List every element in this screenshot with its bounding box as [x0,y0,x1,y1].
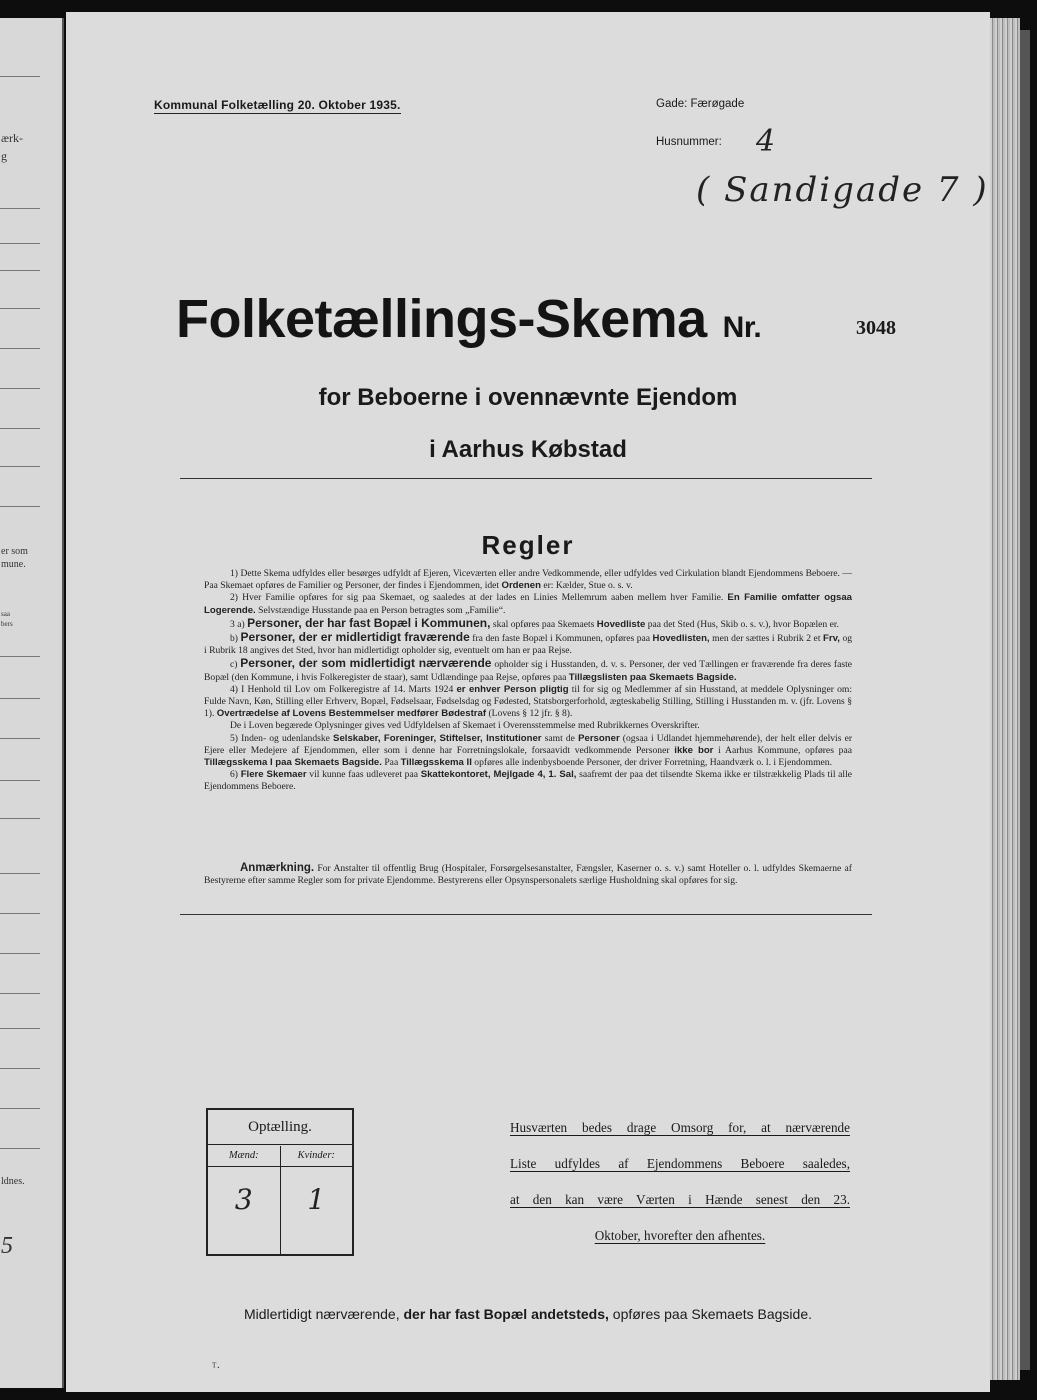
subtitle-line-2: i Aarhus Købstad [429,436,627,463]
rule-2: 2) Hver Familie opføres for sig paa Skemaet, og saaledes at der lades en Linies Mellemrum aaben mellem hver Familie. En Familie omfatter ogsaa Logerende. Selvstændige Husstande paa en Person betragtes som „Familie“. [204,592,853,616]
rules-heading: Regler [481,530,575,560]
divider [180,914,872,915]
left-text-fragment: bers [1,620,13,628]
left-text-fragment: ldnes. [1,1176,25,1187]
left-rule [0,993,40,994]
women-label: Kvinder: [281,1146,353,1167]
left-rule [0,76,40,77]
left-rule [0,270,40,271]
count-box [206,1108,354,1256]
left-text-fragment: mune. [1,559,26,570]
form-number: 3048 [856,317,896,339]
street-label: Gade: [656,98,688,110]
men-count: 3 [234,1183,253,1216]
census-form-page [66,12,990,1392]
owner-note [510,1110,850,1254]
stamp-mark: ᵀ· [212,1360,221,1374]
owner-note-line: Husværten bedes drage Omsorg for, at nærværende [510,1120,850,1135]
left-rule [0,506,40,507]
house-number-label: Husnummer: [656,136,722,148]
count-title: Optælling. [208,1110,352,1145]
left-rule [0,1068,40,1069]
owner-note-line: at den kan være Værten i Hænde senest den 23. [510,1192,850,1207]
rule-4: 4) I Henhold til Lov om Folkeregistre af 14. Marts 1924 er enhver Person pligtig til for sig og Medlemmer af sin Husstand, at meddele Oplysninger om: Fulde Navn, Køn, Stilling eller Erhverv, Bopæl, Fødselsaar, Fødselsdag og Fødested, Statsborgerforhold, ægteskabelig Stilling, Stilling i Husstanden m. v. (jfr. Lovens § 1). Overtrædelse af Lovens Bestemmelser medfører Bødestraf (Lovens § 12 jfr. § 8). [204,683,852,720]
subtitle-line-1: for Beboerne i ovennævnte Ejendom [318,384,738,411]
rule-3b: b) Personer, der er midlertidigt fraværende fra den faste Bopæl i Kommunen, opføres paa Hovedlisten, men der sættes i Rubrik 2 et Frv, og i Rubrik 18 angives det Sted, hvor han midlertidigt opholder sig, eventuelt om han er paa Rejse. [204,630,853,657]
left-text-fragment: er som [1,546,28,557]
census-header: Kommunal Folketælling 20. Oktober 1935. [154,98,401,112]
left-rule [0,208,40,209]
street-value: Færøgade [690,98,745,110]
form-title-nr: Nr. [722,311,762,344]
left-rule [0,308,40,309]
left-rule [0,1108,40,1109]
street-field [656,98,744,110]
left-rule [0,953,40,954]
left-text-fragment: 5 [1,1233,13,1259]
count-women-column [280,1146,353,1254]
left-rule [0,873,40,874]
left-rule [0,1148,40,1149]
alt-address-handwritten: ( Sandigade 7 ) [696,170,989,210]
men-label: Mænd: [208,1146,280,1167]
form-title-main: Folketællings-Skema [176,289,707,349]
rule-4-note: De i Loven begærede Oplysninger gives ved Udfyldelsen af Skemaet i Overensstemmelse med Rubrikkernes Overskrifter. [230,720,700,732]
rules-text [204,568,852,794]
rule-1: 1) Dette Skema udfyldes eller besørges udfyldt af Ejeren, Viceværten eller andre Vedkommende, eller udfyldes ved Cirkulation blandt Ejendommens Beboere. — Paa Skemaet opføres de Familier og Personer, der findes i Ejendommen, idet Ordenen er: Kælder, Stue o. s. v. [204,568,852,592]
rule-3a: 3 a) Personer, der har fast Bopæl i Kommunen, skal opføres paa Skemaets Hovedliste paa det Sted (Hus, Skib o. s. v.), hvor Bopælen er. [230,615,839,630]
left-text-fragment: ærk- [1,131,23,145]
rule-6: 6) Flere Skemaer vil kunne faas udleveret paa Skattekontoret, Mejlgade 4, 1. Sal, saafremt der paa det tilsendte Skema ikke er tilstrækkelig Plads til alle Ejendommens Beboere. [204,769,853,793]
left-rule [0,1028,40,1029]
left-rule [0,780,40,781]
left-text-fragment: g [1,149,7,163]
left-rule [0,656,40,657]
owner-note-line: Oktober, hvorefter den afhentes. [594,1228,766,1243]
left-rule [0,243,40,244]
left-rule [0,466,40,467]
left-rule [0,738,40,739]
left-rule [0,428,40,429]
owner-note-line: Liste udfyldes af Ejendommens Beboere saaledes, [510,1156,850,1171]
page-stack-edge [990,18,1020,1380]
left-rule [0,698,40,699]
rule-3c: c) Personer, der som midlertidigt nærværende opholder sig i Husstanden, d. v. s. Personer, der ved Tællingen er fraværende fra deres faste Bopæl (den Kommune, i hvis Folkeregister de staar), samt Udlændinge paa Rejse, opføres paa Tillægslisten paa Skemaets Bagside. [204,656,852,683]
remark-text: For Anstalter til offentlig Brug (Hospitaler, Forsørgelsesanstalter, Fængsler, Kaserner o. s. v.) samt Hoteller o. l. udfyldes Skemaerne af Bestyrerne efter samme Regler som for private Ejendomme. Bestyrerens eller Opsynspersonalets særlige Husholdning skal opføres for sig. [204,863,852,887]
house-number-value: 4 [756,124,776,159]
left-rule [0,348,40,349]
rule-5: 5) Inden- og udenlandske Selskaber, Foreninger, Stiftelser, Institutioner samt de Personer (ogsaa i Udlandet hjemmehørende), der helt eller delvis er Ejere eller Medejere af Ejendommen, eller som i denne har Forretningslokale, forsaavidt vedkommende Personer ikke bor i Aarhus Kommune, opføres paa Tillægsskema I paa Skemaets Bagside. Paa Tillægsskema II opføres alle indenbysboende Personer, der driver Forretning, Haandværk o. l. i Ejendommen. [204,732,853,769]
left-text-fragment: saa [1,610,10,618]
left-rule [0,388,40,389]
form-title [176,288,761,350]
left-rule [0,818,40,819]
divider [180,478,872,479]
left-page-fragment [0,18,64,1388]
left-rule [0,913,40,914]
remark-label: Anmærkning. [240,862,315,874]
binding-edge [1020,30,1030,1370]
count-men-column [208,1146,280,1254]
footer-note: Midlertidigt nærværende, der har fast Bopæl andetsteds, opføres paa Skemaets Bagside. [243,1306,813,1322]
women-count: 1 [307,1183,326,1216]
remark [204,862,852,887]
